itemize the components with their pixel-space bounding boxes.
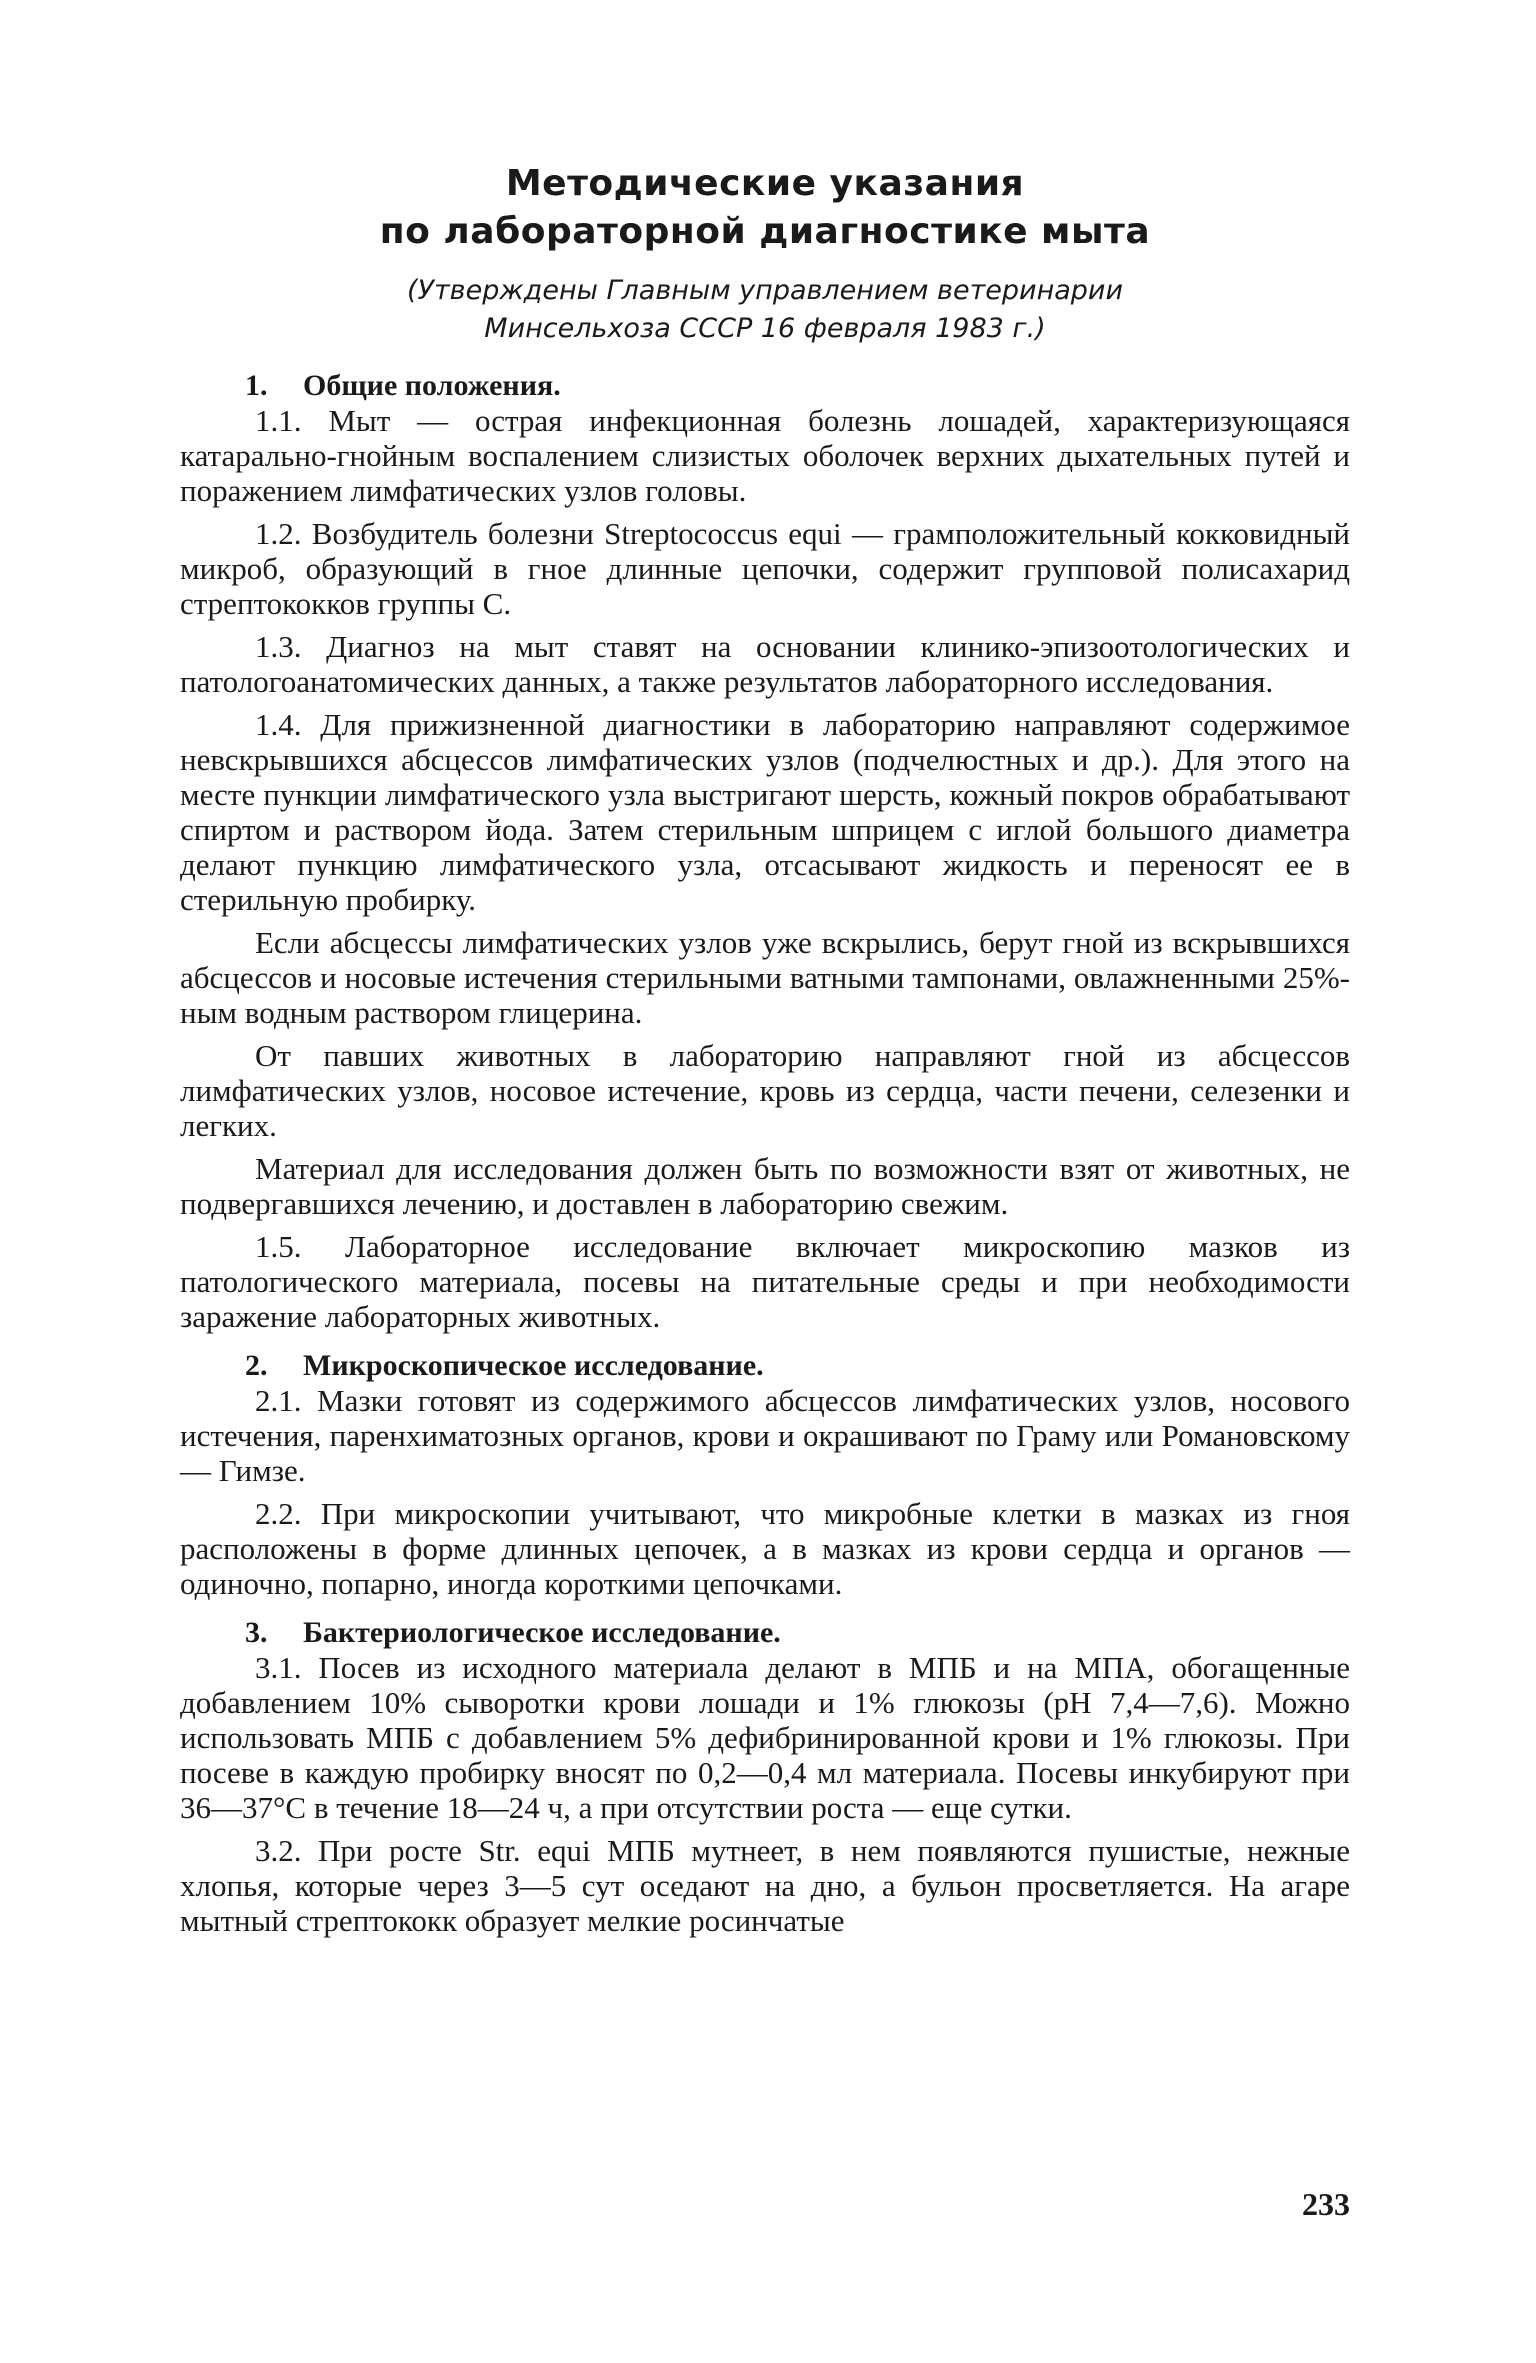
paragraph: Материал для исследования должен быть по возможности взят от животных, не подвергавшихся лечению, и доставлен в лабораторию свежим. [180,1151,1350,1221]
subtitle-line-2: Минсельхоза СССР 16 февраля 1983 г.) [484,313,1046,344]
paragraph: 1.2. Возбудитель болезни Streptococcus equi — грамположительный кокковидный микроб, образующий в гное длинные цепочки, содержит групповой полисахарид стрептококков группы С. [180,516,1350,621]
paragraph: 1.5. Лабораторное исследование включает микроскопию мазков из патологического материала, посевы на питательные среды и при необходимости заражение лабораторных животных. [180,1229,1350,1334]
document-page [180,160,1350,1938]
section-general [180,368,1350,1334]
subtitle-line-1: (Утверждены Главным управлением ветеринарии [406,275,1124,306]
paragraph: 1.3. Диагноз на мыт ставят на основании клинико-эпизоотологических и патологоанатомических данных, а также результатов лабораторного исследования. [180,629,1350,699]
paragraph: 2.1. Мазки готовят из содержимого абсцессов лимфатических узлов, носового истечения, паренхиматозных органов, крови и окрашивают по Граму или Романовскому — Гимзе. [180,1383,1350,1488]
title-line-1: Методические указания [505,163,1025,204]
section-microscopy [180,1348,1350,1601]
paragraph: 2.2. При микроскопии учитывают, что микробные клетки в мазках из гноя расположены в форме длинных цепочек, а в мазках из крови сердца и органов — одиночно, попарно, иногда короткими цепочками. [180,1496,1350,1601]
paragraph: 3.1. Посев из исходного материала делают в МПБ и на МПА, обогащенные добавлением 10% сыворотки крови лошади и 1% глюкозы (рН 7,4—7,6). Можно использовать МПБ с добавлением 5% дефибринированной крови и 1% глюкозы. При посеве в каждую пробирку вносят по 0,2—0,4 мл материала. Посевы инкубируют при 36—37°С в течение 18—24 ч, а при отсутствии роста — еще сутки. [180,1650,1350,1825]
title-line-2: по лабораторной диагностике мыта [379,211,1151,252]
paragraph: 1.1. Мыт — острая инфекционная болезнь лошадей, характеризующаяся катарально-гнойным воспалением слизистых оболочек верхних дыхательных путей и поражением лимфатических узлов головы. [180,403,1350,508]
document-subtitle [180,272,1350,348]
section-number: 1. [245,369,268,402]
paragraph: От павших животных в лабораторию направляют гной из абсцессов лимфатических узлов, носовое истечение, кровь из сердца, части печени, селезенки и легких. [180,1038,1350,1143]
section-heading [180,1615,1350,1650]
paragraph: 1.4. Для прижизненной диагностики в лабораторию направляют содержимое невскрывшихся абсцессов лимфатических узлов (подчелюстных и др.). Для этого на месте пункции лимфатического узла выстригают шерсть, кожный покров обрабатывают спиртом и раствором йода. Затем стерильным шприцем с иглой большого диаметра делают пункцию лимфатического узла, отсасывают жидкость и переносят ее в стерильную пробирку. [180,707,1350,917]
section-bacteriology [180,1615,1350,1938]
section-title: Микроскопическое исследование. [303,1349,764,1382]
page-number: 233 [1302,2186,1350,2222]
section-title: Общие положения. [303,369,561,402]
document-title [180,160,1350,256]
section-number: 2. [245,1349,268,1382]
section-title: Бактериологическое исследование. [303,1616,781,1649]
section-heading [180,1348,1350,1383]
paragraph: 3.2. При росте Str. equi МПБ мутнеет, в нем появляются пушистые, нежные хлопья, которые через 3—5 сут оседают на дно, а бульон просветляется. На агаре мытный стрептококк образует мелкие росинчатые [180,1833,1350,1938]
paragraph: Если абсцессы лимфатических узлов уже вскрылись, берут гной из вскрывшихся абсцессов и носовые истечения стерильными ватными тампонами, овлажненными 25%-ным водным раствором глицерина. [180,925,1350,1030]
section-heading [180,368,1350,403]
section-number: 3. [245,1616,268,1649]
